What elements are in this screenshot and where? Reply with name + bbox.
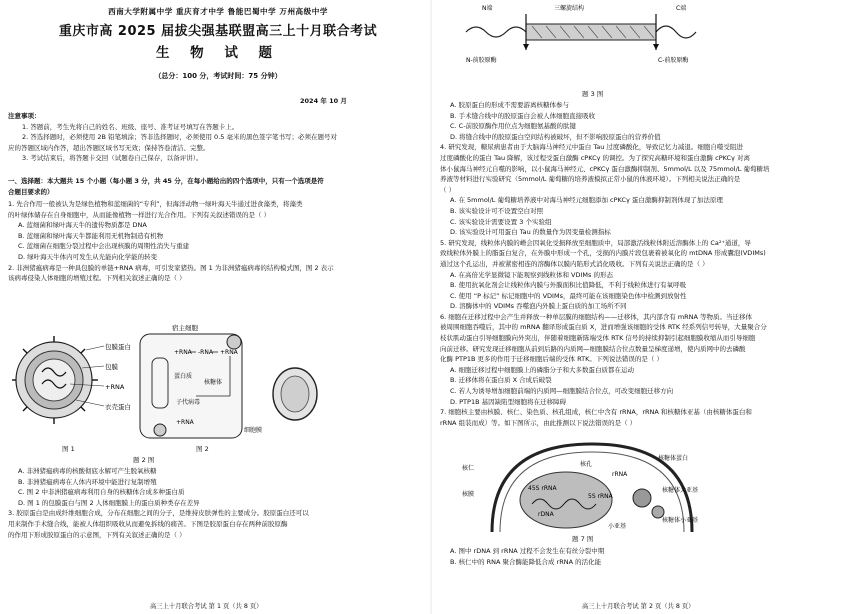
page-footer: 高三上十月联合考试 第 1 页（共 8 页） — [150, 603, 263, 610]
budding-virus — [154, 424, 166, 436]
fig1-label: 包膜 — [105, 363, 118, 371]
notice-line: 应的答题区域内作答，超出答题区域书写无效；保持答卷清洁、完整。 — [8, 143, 210, 152]
virus-infection-figure — [136, 320, 266, 444]
question-text: 2. 非洲猪瘟病毒是一种具包膜的单链+RNA 病毒，可引发家猪热。图 1 为非洲猪瘟病毒的结构模式图，图 2 表示 — [8, 263, 334, 272]
question-text: 该病毒侵染人体细胞的增殖过程。下列相关叙述正确的是（ ） — [8, 274, 186, 283]
fig7-label: 核膜 — [462, 491, 475, 498]
option-b: B. 核仁中的 RNA 聚合酶能降低合成 rRNA 的活化能 — [450, 557, 602, 566]
fig7-label: 小亚基 — [608, 523, 627, 530]
option-d: D. 该实验设计可用蛋白 Tau 的数量作为因变量检测指标 — [450, 228, 611, 237]
section-header — [8, 176, 424, 197]
fig2-label: -RNA — [198, 349, 213, 356]
question-text: 4. 研究发现，糖尿病患者由于大脑海马神经元中蛋白 Tau 过度磷酸化，导致记忆力减退。细胞自噬受阻进 — [440, 143, 743, 152]
fig2-label: +RNA — [176, 419, 194, 426]
question-text: 的作用下形成胶原蛋白的示意图，下列有关叙述正确的是（ ） — [8, 530, 186, 539]
question-text: 过度磷酸化的蛋白 Tau 降解，该过程受蛋白激酶 cPKCγ 的调控。为了探究高糖环境和蛋白激酶 cPKCγ 对离 — [440, 153, 750, 162]
virus-core — [33, 359, 75, 401]
page-footer: 高三上十月联合考试 第 2 页（共 8 页） — [582, 603, 695, 610]
fig7-label: rDNA — [538, 511, 554, 518]
option-d: D. 溶酶体中的 VDIMs 吞噬泡内外膜上蛋白质的加工场所不同 — [450, 302, 627, 311]
fig-label-1: 图 1 — [62, 445, 75, 453]
question-1 — [8, 199, 424, 284]
exam-date: 2024 年 10 月 — [300, 97, 347, 105]
fig7-label: rRNA — [612, 471, 628, 478]
option-b: B. 手术缝合线中的胶原蛋白会被人体细胞直接吸收 — [450, 111, 596, 120]
fig2-label: 子代病毒 — [176, 399, 201, 406]
option-a: A. 非洲猪瘟病毒的核酸彻底水解可产生脱氧核糖 — [18, 467, 157, 475]
fig3-label: 三螺旋结构 — [554, 5, 585, 12]
fig3-label: N-前胶原酶 — [466, 57, 497, 64]
option-c: C. 该实验设计需要设置 3 个实验组 — [450, 217, 552, 226]
question-text: 6. 细胞在迁移过程中会产生并释放一种单层膜的细胞结构——迁移体，其内部含有 mRNA 等物质。当迁移体 — [440, 312, 753, 321]
fig7-label: 5S rRNA — [588, 493, 613, 500]
notice-block — [8, 111, 424, 164]
fig-caption: 题 7 图 — [572, 535, 594, 543]
fig7-label: 核糖体蛋白 — [658, 455, 689, 462]
question-text: 用来制作手术缝合线，能被人体组织吸收从而避免拆线的痛苦。下图是胶原蛋白存在两种前胶原酶 — [8, 519, 288, 528]
fig-caption: 题 3 图 — [582, 90, 604, 98]
fig3-label: C-前胶原酶 — [658, 57, 689, 64]
fig1-label: 衣壳蛋白 — [105, 403, 131, 411]
notice-line: 2. 答选择题时，必须使用 2B 铅笔填涂；答非选择题时，必须使用 0.5 毫米的黑色签字笔书写；必须在题号对 — [22, 133, 337, 142]
fig2-label: +RNA — [174, 349, 192, 356]
notice-title: 注意事项： — [8, 112, 41, 120]
option-d: D. PTP1B 基因缺陷型细胞将在迁移障碍 — [450, 397, 567, 406]
question-text: 养液等材料进行实验研究（5mmol/L 葡萄糖的培养液模拟正常小鼠的体液环境）。下列相关说法正确的是 — [440, 175, 741, 184]
fig-label-2: 图 2 — [196, 445, 209, 453]
fig7-label: 核糖体大亚基 — [662, 487, 699, 494]
question-text: 1. 先合作用一般被认为是绿色植物和蓝细菌的“专利”，但海洋动物一绿叶海天牛通过进食藻类，将藻类 — [8, 200, 303, 208]
question-text: （ ） — [440, 185, 456, 194]
n-terminal-region — [466, 27, 526, 37]
option-a: A. 胶原蛋白的形成不需要游离核糖体参与 — [450, 101, 569, 109]
cell-membrane-figure — [270, 364, 320, 424]
section-header-line: 合题目要求的） — [8, 187, 54, 196]
fig3-label: N端 — [482, 5, 493, 12]
option-a: A. 图中 rDNA 到 rRNA 过程不会发生在有丝分裂中期 — [450, 547, 605, 555]
fig2-label: +RNA — [220, 349, 238, 356]
notice-line: 3. 考试结束后，将答题卡交回（试题卷自己保存，以备评讲）。 — [22, 154, 203, 163]
fig7-label: 核孔 — [580, 461, 593, 468]
option-b: B. 蓝细菌和绿叶海天牛都能利用无机物制造有机物 — [18, 231, 164, 240]
question-text: 化酶 PTP1B 更多的作用于迁移细胞后端的受体 RTK。下列说法错误的是（ ） — [440, 355, 663, 364]
fig1-label: 包膜蛋白 — [105, 343, 131, 351]
exam-meta: （总分：100 分，考试时间：75 分钟） — [154, 72, 282, 80]
entering-virus — [227, 335, 241, 349]
option-c: C. 使用 “P 标记” 标记细胞中的 VDIMs，最终可能在该细胞染色体中检测到放射性 — [450, 291, 687, 300]
option-c: C. 图 2 中非洲猪瘟病毒利用自身的核糖体合成多种蛋白质 — [18, 488, 185, 497]
fig-caption: 题 2 图 — [133, 456, 155, 464]
option-a: A. 细胞迁移过程中细胞膜上的磷脂分子和大多数蛋白质都在运动 — [450, 365, 634, 374]
school-names: 西南大学附属中学 重庆育才中学 鲁能巴蜀中学 万州高级中学 — [108, 7, 328, 16]
fig2-label: 宿主细胞 — [172, 324, 198, 332]
option-a: A. 蓝细菌和绿叶海天牛的遗传物质都是 DNA — [18, 221, 147, 230]
fig2-label: 核糖体 — [204, 379, 223, 386]
question-2-options — [8, 466, 424, 540]
option-a: A. 在 5mmol/L 葡萄糖培养液中对海马神经元细胞添加 cPKCγ 蛋白激酶抑制剂体现了加法原理 — [450, 196, 723, 205]
notice-line: 1. 答题前，考生先将自己的姓名、班级、座号、准考证号填写在答题卡上。 — [22, 122, 239, 131]
question-text: 向前迁移。研究发现迁移细胞从前到后路的内质网—细胞膜结合位点数量呈梯度递增，使内质网中的去磷酸 — [440, 344, 746, 353]
subject-title: 生 物 试 题 — [155, 45, 281, 61]
right-text-block-1 — [440, 100, 854, 428]
fig1-label: +RNA — [105, 383, 125, 391]
option-b: B. 迁移体将在蛋白质 X 合成后破裂 — [450, 376, 552, 385]
exam-page-2 — [432, 0, 860, 614]
nucleolus-figure — [462, 440, 722, 532]
section-header-line: 一、选择题：本大题共 15 个小题（每小题 3 分，共 45 分，在每小题给出的四个选项中，只有一个选项是符 — [8, 177, 324, 185]
option-b: B. 该实验设计可不设置空白对照 — [450, 206, 544, 215]
option-c: C. C-前胶原酶作用位点为细胞氨基酸的肽键 — [450, 122, 577, 131]
option-c: C. 蓝细菌在细胞分裂过程中会出现核膜的周期性消失与重建 — [18, 242, 190, 251]
question-text: 通过这个孔运出，并被紧密相连的溶酶体以膜内陷形式消化吸收。下列有关说法正确的是（ ） — [440, 259, 709, 268]
exam-title: 重庆市高 2025 届拔尖强基联盟高三上十月联合考试 — [58, 24, 378, 39]
fig7-label: 核糖体小亚基 — [662, 517, 699, 524]
option-d: D. 图 1 的包膜蛋白与图 2 人体细胞膜上的蛋白质种类存在差异 — [18, 498, 200, 507]
cell-inner — [281, 376, 309, 412]
question-7-options — [440, 546, 854, 567]
question-text: rRNA 组装而成）等。如下图所示，由此推测以下说法错误的是（ ） — [440, 418, 637, 427]
option-a: A. 在高倍光学显微镜下能观察到线粒体和 VDIMs 的形态 — [450, 270, 613, 279]
question-text: 3. 胶原蛋白是由成纤维细胞合成，分布在细胞之间的分子，是维持皮肤弹性的主要成分。胶原蛋白还可以 — [8, 509, 309, 518]
option-c: C. 若人为诱导增加细胞前端的内质网—细胞膜结合位点，可改变细胞迁移方向 — [450, 387, 674, 396]
triple-helix — [526, 24, 656, 40]
question-text: 7. 细胞核主要由核膜、核仁、染色质、核孔组成，核仁中含有 rRNA，rRNA 和核糖体亚基（由核糖体蛋白和 — [440, 408, 752, 417]
c-terminal-region — [656, 26, 696, 38]
question-text: 的叶绿体储存在自身细胞中，从而能像植物一样进行光合作用。下列有关叙述错误的是（ ） — [8, 210, 271, 219]
question-text: 5. 研究发现，线粒体内膜的嵴会因氧化受损释放至细胞质中，局部激活线粒体附近溶酶体上的 Ca²⁺通道，导 — [440, 238, 751, 247]
large-subunit — [633, 489, 651, 507]
question-text: 被周围细胞吞噬后，其中的 mRNA 翻译形成蛋白质 X，进而增强该细胞的受体 RTK 经系列信号转导，大量聚合分 — [440, 323, 767, 332]
question-text: 致线粒体外膜上的脂蛋白复合，在外膜中形成一个孔，受损的内膜片段包裹着被氧化的 mtDNA 形成囊泡(VDIMs) — [440, 249, 766, 258]
option-b: B. 使用抗氧化剂会让线粒体内膜与外膜面积比值降低，不利于线粒体进行有氧呼吸 — [450, 281, 687, 290]
question-text: 枝状肌动蛋白引导细胞膜向外突出，伴随着细胞新陈端受体 RTK 信号的持续抑制引起细胞膜收缩从而引导细胞 — [440, 334, 756, 343]
fig3-label: C端 — [676, 5, 687, 12]
fig7-label: 45S rRNA — [528, 485, 557, 492]
option-d: D. 将缝合线中的胶原蛋白空间结构被破坏，但不影响胶原蛋白的营养价值 — [450, 132, 661, 141]
option-b: B. 非洲猪瘟病毒在人体内环境中能进行复制增殖 — [18, 477, 157, 486]
nucleolus — [520, 472, 612, 528]
question-text: 体小鼠海马神经元自噬的影响，以小鼠海马神经元、cPKCγ 蛋白激酶抑制剂、5mmol/L 以及 75mmol/L 葡萄糖培 — [440, 164, 770, 173]
virus-structure-figure — [12, 322, 132, 442]
fig2-label: 蛋白质 — [174, 373, 193, 380]
option-d: D. 绿叶海天牛体内可发生从光能向化学能的转变 — [18, 252, 158, 261]
procollagen-figure — [462, 2, 712, 86]
fig7-label: 核仁 — [462, 465, 475, 472]
fig2-label: 细胞膜 — [244, 427, 263, 434]
